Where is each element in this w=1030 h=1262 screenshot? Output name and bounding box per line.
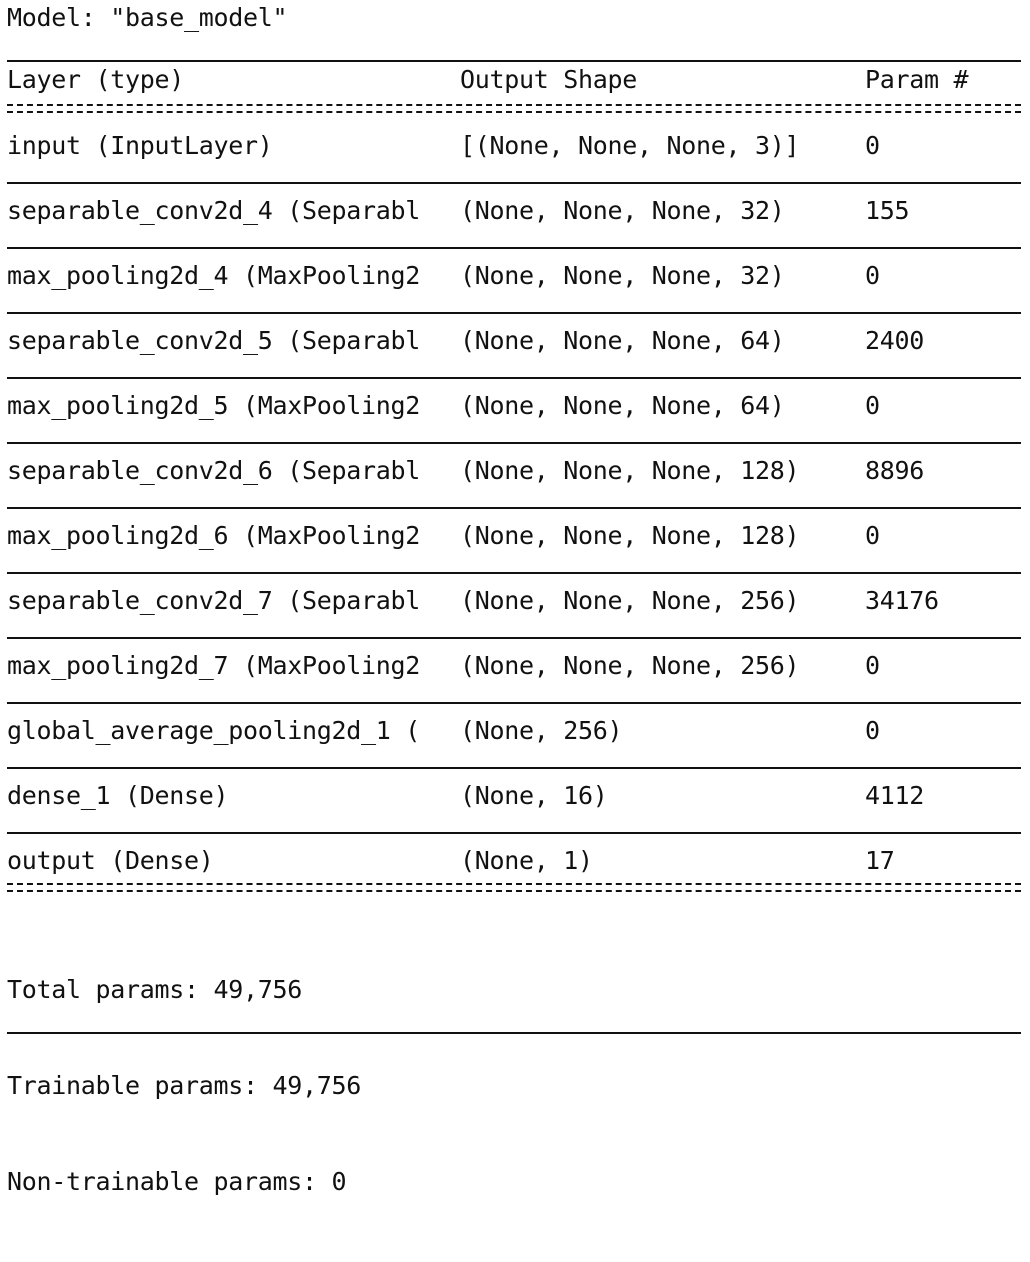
output-shape: (None, None, None, 64)	[460, 326, 785, 355]
layer-name: separable_conv2d_5 (Separabl	[7, 326, 421, 355]
table-row	[7, 390, 1021, 422]
layer-name: separable_conv2d_4 (Separabl	[7, 196, 421, 225]
row-separator	[7, 702, 1021, 704]
output-shape: (None, None, None, 256)	[460, 586, 800, 615]
table-row	[7, 650, 1021, 682]
table-row	[7, 195, 1021, 227]
model-title: Model: "base_model"	[7, 3, 288, 32]
row-separator	[7, 832, 1021, 834]
output-shape: (None, None, None, 64)	[460, 391, 785, 420]
layer-name: dense_1 (Dense)	[7, 781, 229, 810]
table-row	[7, 455, 1021, 487]
model-summary	[7, 0, 1021, 1196]
table-row	[7, 260, 1021, 292]
row-separator	[7, 507, 1021, 509]
param-count: 8896	[865, 456, 925, 485]
output-shape: (None, None, None, 256)	[460, 651, 800, 680]
row-separator	[7, 767, 1021, 769]
row-separator	[7, 377, 1021, 379]
layer-name: max_pooling2d_7 (MaxPooling2	[7, 651, 421, 680]
header-double-rule	[7, 104, 1021, 113]
table-row	[7, 130, 1021, 162]
trainable-params: Trainable params: 49,756	[7, 1071, 362, 1100]
layer-name: separable_conv2d_6 (Separabl	[7, 456, 421, 485]
layer-name: separable_conv2d_7 (Separabl	[7, 586, 421, 615]
footer-double-rule	[7, 883, 1021, 892]
row-separator	[7, 312, 1021, 314]
output-shape: (None, None, None, 32)	[460, 261, 785, 290]
param-count: 0	[865, 716, 880, 745]
layer-name: max_pooling2d_4 (MaxPooling2	[7, 261, 421, 290]
output-shape: (None, 256)	[460, 716, 623, 745]
param-count: 0	[865, 131, 880, 160]
table-row	[7, 780, 1021, 812]
table-row	[7, 585, 1021, 617]
output-shape: (None, None, None, 128)	[460, 456, 800, 485]
header-row	[7, 64, 1021, 96]
row-separator	[7, 247, 1021, 249]
param-count: 0	[865, 651, 880, 680]
layer-name: input (InputLayer)	[7, 131, 273, 160]
param-count: 0	[865, 391, 880, 420]
param-totals	[7, 910, 361, 1262]
output-shape: (None, None, None, 32)	[460, 196, 785, 225]
output-shape: [(None, None, None, 3)]	[460, 131, 800, 160]
output-shape: (None, 1)	[460, 846, 593, 875]
header-layer: Layer (type)	[7, 65, 185, 94]
header-output-shape: Output Shape	[460, 65, 638, 94]
param-count: 2400	[865, 326, 925, 355]
param-count: 0	[865, 261, 880, 290]
table-row	[7, 845, 1021, 877]
table-row	[7, 715, 1021, 747]
param-count: 0	[865, 521, 880, 550]
top-rule	[7, 60, 1021, 62]
non-trainable-params: Non-trainable params: 0	[7, 1167, 347, 1196]
param-count: 34176	[865, 586, 939, 615]
output-shape: (None, 16)	[460, 781, 608, 810]
table-row	[7, 325, 1021, 357]
layer-name: max_pooling2d_6 (MaxPooling2	[7, 521, 421, 550]
layer-name: max_pooling2d_5 (MaxPooling2	[7, 391, 421, 420]
param-count: 4112	[865, 781, 925, 810]
param-count: 17	[865, 846, 895, 875]
param-count: 155	[865, 196, 910, 225]
row-separator	[7, 637, 1021, 639]
layer-name: output (Dense)	[7, 846, 214, 875]
row-separator	[7, 182, 1021, 184]
total-params: Total params: 49,756	[7, 975, 303, 1004]
table-row	[7, 520, 1021, 552]
output-shape: (None, None, None, 128)	[460, 521, 800, 550]
row-separator	[7, 442, 1021, 444]
header-params: Param #	[865, 65, 969, 94]
bottom-rule	[7, 1032, 1021, 1034]
layer-name: global_average_pooling2d_1 (	[7, 716, 421, 745]
row-separator	[7, 572, 1021, 574]
